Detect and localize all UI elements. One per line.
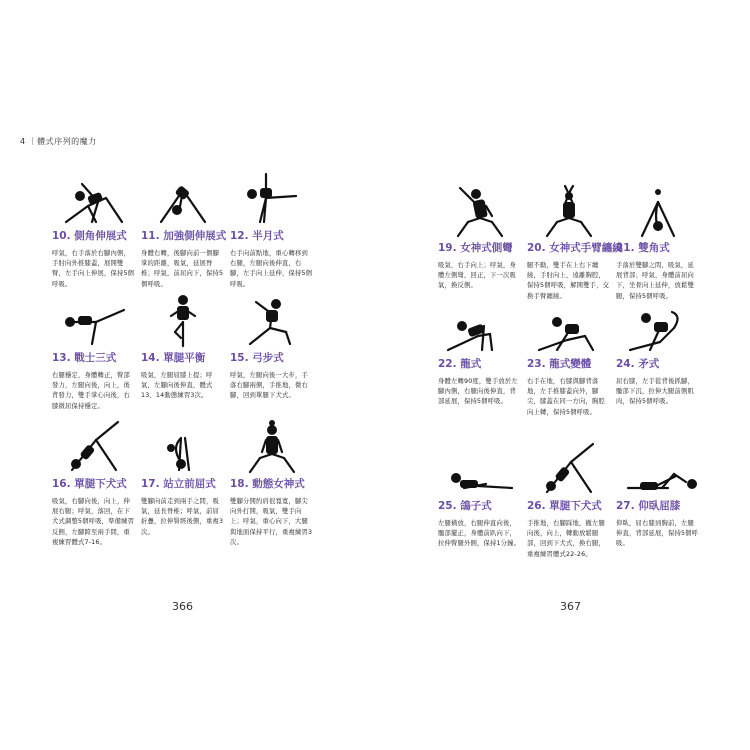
- pose-description: 身體左轉90度，雙手放於左腳內側，右腿向後伸直，背部延展，保持5個呼吸。: [438, 378, 518, 406]
- pose-title: 16. 單腿下犬式: [52, 478, 127, 490]
- pose-description: 雙腳向前走到兩手之間，吸氣，延長脊椎；呼氣，前屈折疊，拉伸腎經後側，重複3次。: [141, 498, 224, 536]
- pose-description: 身體右轉，後腳向前一個腳掌的距離，吸氣，延展脊椎；呼氣，前屈向下，保持5個呼吸。: [141, 250, 224, 288]
- pose-description: 屈右膝，左手從背後抓腳，髖部下沉，拉伸大腿前側肌肉，保持5個呼吸。: [616, 378, 694, 406]
- pose-card: [230, 418, 314, 548]
- down-dog-one-leg-figure: [52, 418, 136, 474]
- page-number-left: 366: [172, 600, 193, 613]
- pose-title: 13. 戰士三式: [52, 352, 117, 364]
- running-header: 4 ｜體式序列的魔力: [20, 137, 97, 146]
- side-angle-figure: [52, 170, 136, 226]
- pose-title: 23. 龍式變體: [527, 358, 592, 370]
- pose-card: [438, 440, 522, 550]
- pose-title: 24. 矛式: [616, 358, 660, 370]
- pose-description: 腿不動，雙手在上右下纏繞，手肘向上，遠離胸腔，保持5個呼吸，解開雙手，交換手臂纏繞。: [527, 262, 610, 300]
- pose-title: 22. 龍式: [438, 358, 482, 370]
- pose-title: 11. 加強側伸展式: [141, 230, 227, 242]
- pose-title: 12. 半月式: [230, 230, 284, 242]
- down-dog-one-leg-figure: [527, 440, 611, 496]
- pose-card: [616, 182, 700, 302]
- pose-card: [141, 418, 225, 538]
- pose-description: 雙腳分開約肩很寬寬，腳尖向外打開，吸氣，雙手向上；呼氣，重心向下，大腿與地面保持平行，重複練習3次。: [230, 498, 313, 546]
- goddess-eagle-arms-figure: [527, 182, 611, 238]
- dragon-figure: [438, 298, 522, 354]
- pose-title: 27. 仰臥屈膝: [616, 500, 681, 512]
- goddess-figure: [230, 418, 314, 474]
- pose-card: [52, 170, 136, 290]
- pose-title: 21. 雙角式: [616, 242, 670, 254]
- pose-description: 右腿穩定，身體轉正，臀部發力，左腿向後，向上，後背發力，雙手掌心向後，右膝微屈保持穩定。: [52, 372, 130, 410]
- pose-title: 18. 動態女神式: [230, 478, 305, 490]
- pose-card: [527, 182, 623, 302]
- lunge-figure: [230, 292, 314, 348]
- pose-title: 14. 單腿平衡: [141, 352, 206, 364]
- spear-figure: [616, 298, 700, 354]
- pose-description: 手推地，右腳踩地，撤左腿向後，向上，轉動放鬆腿部，回到下犬式，換右腿，重複練習體式22-26。: [527, 520, 605, 558]
- pose-title: 15. 弓步式: [230, 352, 284, 364]
- pose-title: 10. 側角伸展式: [52, 230, 127, 242]
- pose-card: [438, 182, 522, 292]
- pigeon-figure: [438, 440, 522, 496]
- pose-title: 25. 鴿子式: [438, 500, 492, 512]
- pose-description: 吸氣，右腳向後，向上，伸展右腿；呼氣，落回，在下犬式調整5個呼吸，準備練習反側，左腳跨至兩手間，重複練習體式7-16。: [52, 498, 135, 546]
- pose-card: [141, 170, 225, 290]
- pose-card: [527, 440, 611, 560]
- pose-card: [52, 292, 136, 412]
- pose-card: [230, 292, 314, 402]
- pose-title: 20. 女神式手臂纏繞: [527, 242, 623, 254]
- supine-knee-figure: [616, 440, 700, 496]
- pose-title: 26. 單腿下犬式: [527, 500, 602, 512]
- pose-description: 右手在地，右膝與腳背落地，左手推膝蓋向外，腳尖，膝蓋在同一方向，胸腔向上轉，保持5個呼吸。: [527, 378, 605, 416]
- pose-description: 吸氣，右手向上；呼氣，身體左側彎，回正，下一次吸氣，換反側。: [438, 262, 516, 290]
- pose-card: [527, 298, 611, 418]
- pose-description: 手落於雙腳之間，吸氣，延展背部；呼氣，身體前屈向下，坐骨向上延伸，放鬆雙腿，保持5個呼吸。: [616, 262, 694, 300]
- pose-card: [141, 292, 225, 402]
- pose-title: 17. 站立前屈式: [141, 478, 216, 490]
- goddess-side-bend-figure: [438, 182, 522, 238]
- single-leg-balance-figure: [141, 292, 225, 348]
- warrior-three-figure: [52, 292, 136, 348]
- pose-title: 19. 女神式側彎: [438, 242, 513, 254]
- pose-description: 右手向前點地，重心轉移到右腿，左腿向後伸直，右腳，左手向上延伸，保持5個呼吸。: [230, 250, 313, 288]
- pose-description: 仰臥，屈右膝到胸前，左腿伸直，背部延展，保持5個呼吸。: [616, 520, 699, 548]
- pose-description: 左腿橫放，右腿伸直向後，髖部擺正，身體前趴向下，拉伸臀腿外側，保持1分鐘。: [438, 520, 521, 548]
- pose-card: [616, 440, 700, 550]
- pose-card: [52, 418, 136, 548]
- pyramid-figure: [141, 170, 225, 226]
- forward-fold-figure: [141, 418, 225, 474]
- half-moon-figure: [230, 170, 314, 226]
- pose-description: 吸氣，左腿屈膝上提；呼氣，左腳向後伸直，體式13、14動態練習3次。: [141, 372, 213, 400]
- pose-card: [230, 170, 314, 290]
- page-number-right: 367: [560, 600, 581, 613]
- wide-fold-figure: [616, 182, 700, 238]
- pose-card: [616, 298, 700, 408]
- pose-description: 呼氣，右手落於右腳內側，手肘向外推膝蓋，展開雙臂，左手向上伸展，保持5個呼吸。: [52, 250, 135, 288]
- pose-card: [438, 298, 522, 408]
- dragon-variation-figure: [527, 298, 611, 354]
- pose-description: 呼氣，左腿向後一大步，手落右腳兩側，手推地，微右腳，回到單腿下犬式。: [230, 372, 308, 400]
